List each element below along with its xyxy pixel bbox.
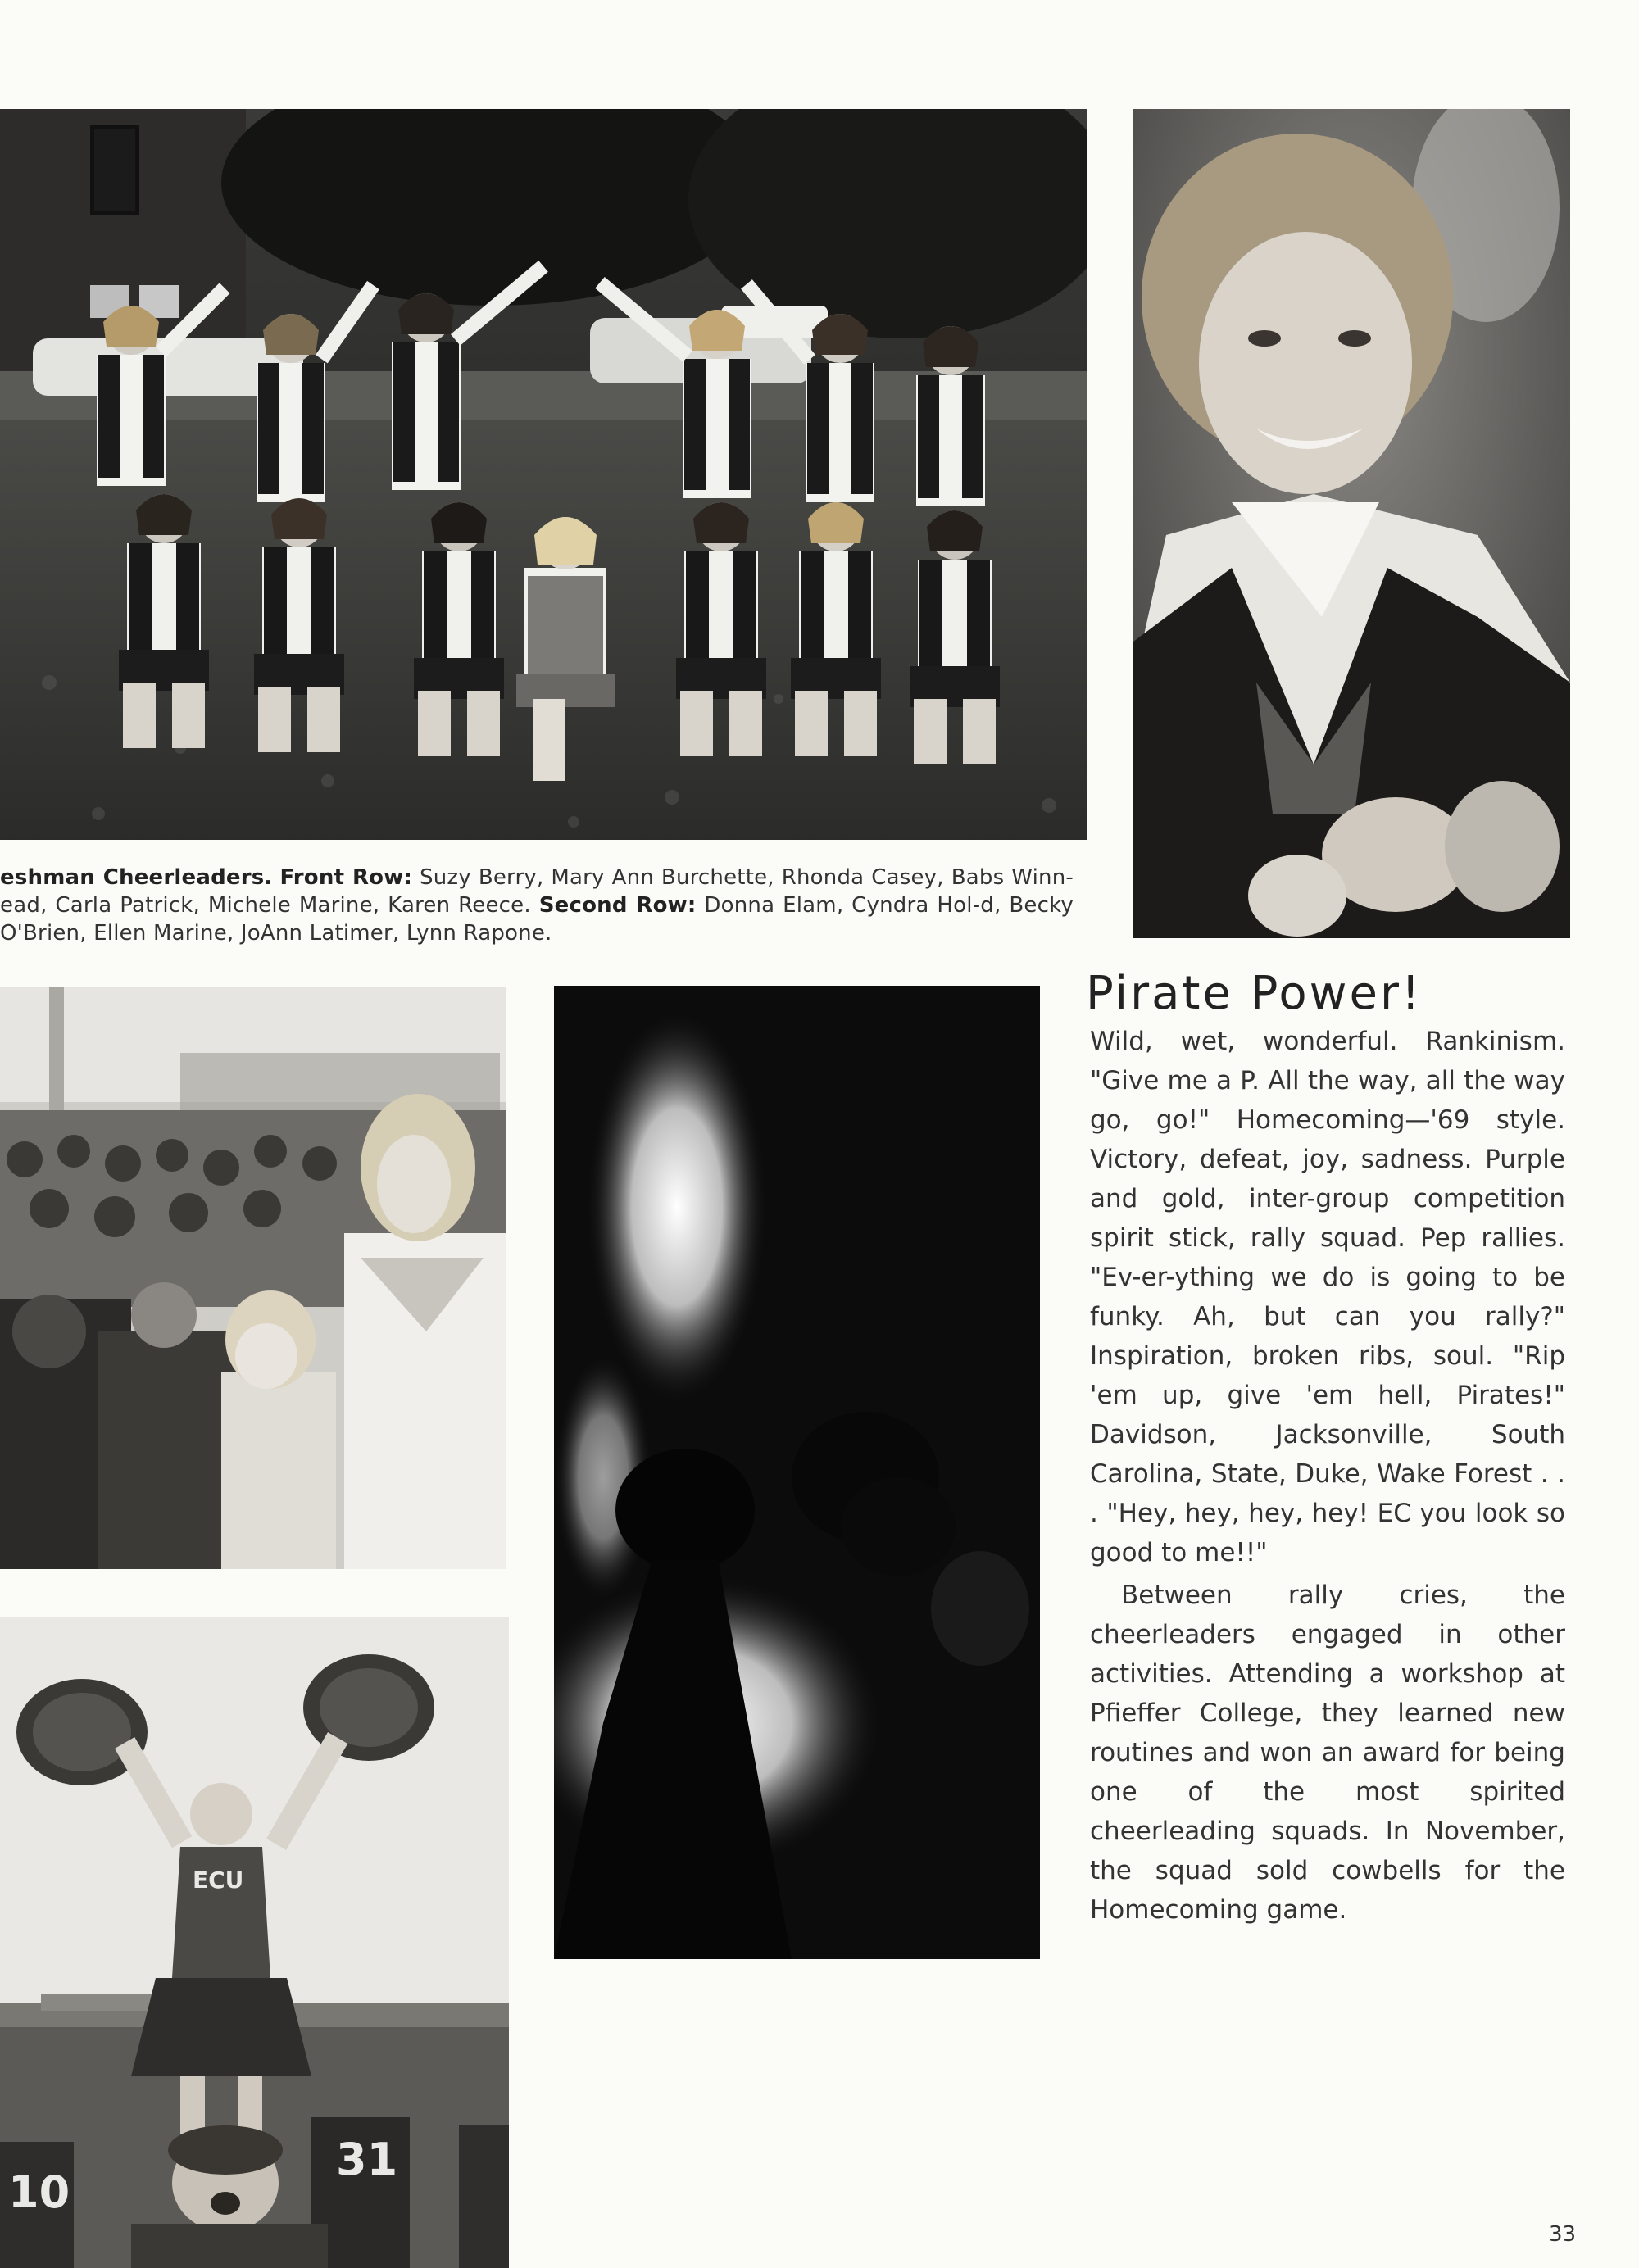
bonfire-rally-image bbox=[554, 986, 1040, 1959]
stadium-crowd-image bbox=[0, 987, 506, 1569]
article-paragraph-2: Between rally cries, the cheerleaders engaged in other activities. Attending a workshop at Pfieffer College, they learned new routines and won an award for being one of the most spirited cheerleading squads. In November, the squad sold cowbells for the Homecoming game. bbox=[1090, 1581, 1565, 1925]
article-body bbox=[1090, 1022, 1565, 1930]
cheerleader-group-image bbox=[0, 109, 1087, 840]
bonfire-rally-photo bbox=[554, 986, 1040, 1959]
second-row-label: Second Row: bbox=[538, 893, 697, 918]
cheerleader-group-photo bbox=[0, 109, 1087, 840]
cheerleader-closeup-image bbox=[1133, 109, 1570, 938]
article-paragraph-1: Wild, wet, wonderful. Rankinism. "Give me a P. All the way, all the way go, go!" Homecoming—'69 style. Victory, defeat, joy, sadness. Purple and gold, inter-group competition spirit stick, rally squad. Pep rallies. "Ev-er-ything we do is going to be funky. Ah, but can you rally?" Inspiration, broken ribs, soul. "Rip 'em up, give 'em hell, Pirates!" Davidson, Jacksonville, South Carolina, State, Duke, Wake Forest . . . "Hey, hey, hey, hey! EC you look so good to me!!" bbox=[1090, 1027, 1565, 1567]
caption-lead: eshman Cheerleaders. bbox=[0, 865, 273, 890]
sweater-letters: ECU bbox=[193, 1867, 244, 1894]
cheerleader-stunt-image bbox=[0, 1617, 509, 2268]
page-number: 33 bbox=[1549, 2222, 1577, 2247]
second-row-names: Donna Elam, Cyndra Hol-d, Becky O'Brien, Ellen Marine, JoAnn Latimer, Lynn Rapone. bbox=[0, 893, 1074, 946]
front-row-names: Suzy Berry, Mary Ann Burchette, Rhonda Casey, Babs Winn-ead, Carla Patrick, Michele Marine, Karen Reece. bbox=[0, 865, 1074, 918]
cheerleader-closeup-photo bbox=[1133, 109, 1570, 938]
stadium-crowd-photo bbox=[0, 987, 506, 1569]
jersey-number-right: 31 bbox=[336, 2134, 398, 2185]
group-photo-caption bbox=[0, 864, 1074, 947]
jersey-number-left: 10 bbox=[8, 2166, 70, 2218]
article-title: Pirate Power! bbox=[1086, 967, 1423, 1020]
front-row-label: Front Row: bbox=[279, 865, 413, 890]
cheerleader-stunt-photo bbox=[0, 1617, 509, 2268]
